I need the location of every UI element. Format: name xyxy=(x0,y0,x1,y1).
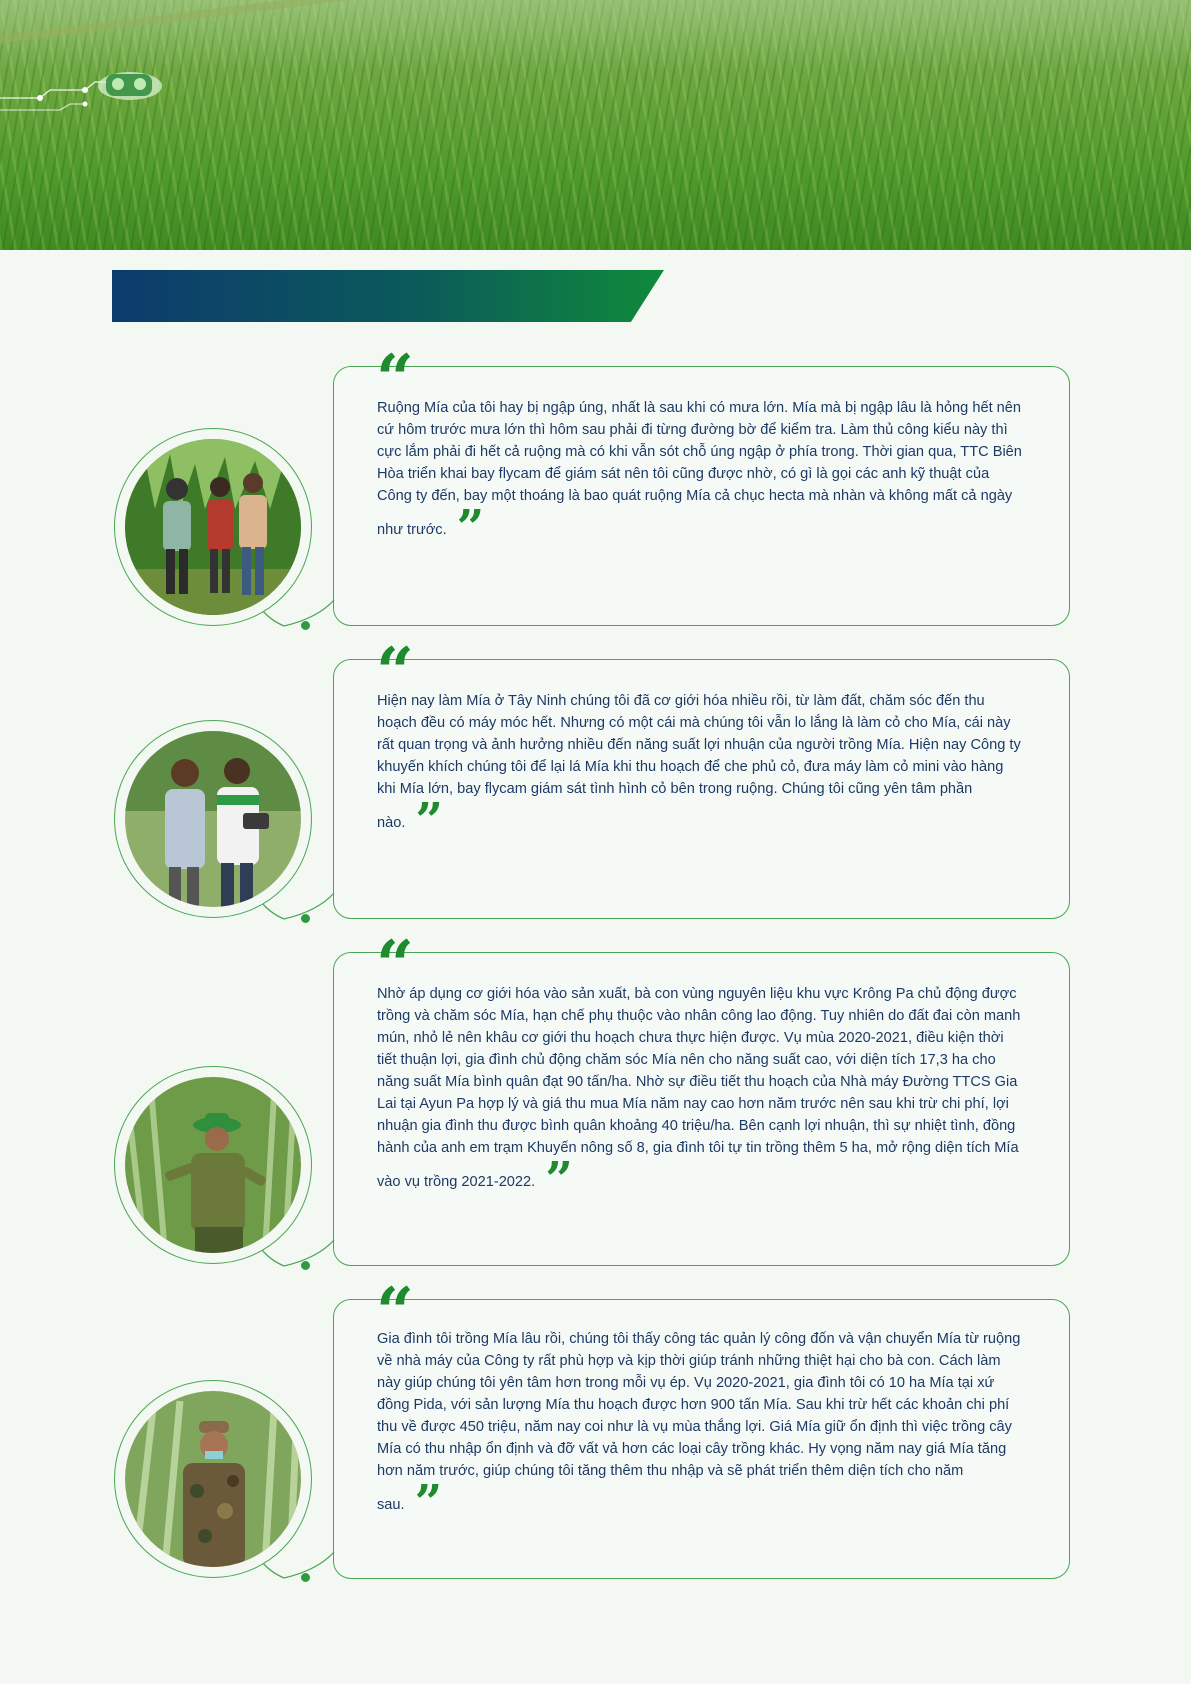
testimonial-text-body: Hiện nay làm Mía ở Tây Ninh chúng tôi đã cơ giới hóa nhiều rồi, từ làm đất, chăm sóc đến thu hoạch đều có máy móc hết. Nhưng có một cái mà chúng tôi vẫn lo lắng là làm cỏ cho Mía, cái này rất quan trọng và ảnh hưởng nhiều đến năng suất lợi nhuận của người trồng Mía. Hiện nay Công ty khuyến khích chúng tôi để lại lá Mía khi thu hoạch để che phủ cỏ, đưa máy làm cỏ mini vào hàng khi Mía lớn, bay flycam giám sát tình hình cỏ bên trong ruộng. Chúng tôi cũng yên tâm phần nào. xyxy=(377,693,1021,831)
banner-haze xyxy=(0,0,1191,70)
testimonial-text-body: Ruộng Mía của tôi hay bị ngập úng, nhất là sau khi có mưa lớn. Mía mà bị ngập lâu là hỏng hết nên cứ hôm trước mưa lớn thì hôm sau phải đi từng đường bờ để kiểm tra. Làm thủ công kiểu này thì cực lắm phải đi hết cả ruộng mà có khi vẫn sót chỗ úng ngập ở phía trong. Thời gian qua, TTC Biên Hòa triển khai bay flycam để giám sát nên tôi cũng được nhờ, có gì là gọi các anh kỹ thuật của Công ty đến, bay một thoáng là bao quát ruộng Mía cả chục hecta mà nhàn và không mất cả ngày như trước. xyxy=(377,400,1022,538)
testimonial-text-body: Nhờ áp dụng cơ giới hóa vào sản xuất, bà con vùng nguyên liệu khu vực Krông Pa chủ động được trồng và chăm sóc Mía, hạn chế phụ thuộc vào nhân công lao động. Tuy nhiên do đất đai còn manh mún, nhỏ lẻ nên khâu cơ giới thu hoạch chưa thực hiện được. Vụ mùa 2020-2021, điều kiện thời tiết thuận lợi, gia đình chủ động chăm sóc Mía nên cho năng suất cao, với diện tích 17,3 ha cho năng suất Mía bình quân đạt 90 tấn/ha. Nhờ sự điều tiết thu hoạch của Nhà máy Đường TTCS Gia Lai tại Ayun Pa hợp lý và giá thu mua Mía năm nay cao hơn năm trước nên sau khi trừ chi phí, lợi nhuận gia đình thu được bình quân khoảng 40 triệu/ha. Bên cạnh lợi nhuận, thì sự nhiệt tình, đồng hành của anh em trạm Khuyến nông số 8, gia đình tôi tự tin trồng thêm 5 ha, mở rộng diện tích Mía vào vụ trồng 2021-2022. xyxy=(377,986,1021,1190)
testimonial-text-body: Gia đình tôi trồng Mía lâu rồi, chúng tôi thấy công tác quản lý công đốn và vận chuyển Mía từ ruộng về nhà máy của Công ty rất phù hợp và kịp thời giúp tránh những thiệt hại cho bà con. Cách làm này giúp chúng tôi yên tâm hơn trong mỗi vụ ép. Vụ 2020-2021, gia đình tôi có 10 ha Mía tại xứ đồng Pida, với sản lượng Mía thu hoạch được hơn 900 tấn Mía. Sau khi trừ hết các khoản chi phí thu về được 450 triệu, năm nay coi như là vụ mùa thắng lợi. Giá Mía giữ ổn định thì việc trồng cây Mía có thu nhập ổn định và đỡ vất vả hơn các loại cây trồng khác. Hy vọng năm nay giá Mía tăng hơn năm trước, giúp chúng tôi tăng thêm thu nhập và sẽ phát triển thêm diện tích cho năm sau. xyxy=(377,1331,1021,1513)
farmer-camouflage-photo xyxy=(125,1391,301,1567)
close-quote-mark: ” xyxy=(545,1152,567,1208)
connector-dot xyxy=(301,1261,310,1270)
testimonial-photo-frame-3 xyxy=(114,1066,312,1264)
open-quote-mark: “ xyxy=(376,340,408,418)
open-quote-mark: “ xyxy=(376,1273,408,1351)
testimonial-text xyxy=(377,983,1023,1208)
sugarcane-field-banner xyxy=(0,0,1191,250)
close-quote-mark: ” xyxy=(456,500,479,556)
connector-dot xyxy=(301,1573,310,1582)
testimonial-photo-frame-4 xyxy=(114,1380,312,1578)
testimonial-text xyxy=(377,397,1023,556)
connector-dot xyxy=(301,914,310,923)
section-title-bar xyxy=(112,270,664,322)
testimonial-text xyxy=(377,1328,1023,1531)
open-quote-mark: “ xyxy=(376,633,408,711)
farmer-green-hat-photo xyxy=(125,1077,301,1253)
circuit-drone-icon xyxy=(0,62,170,122)
connector-dot xyxy=(301,621,310,630)
close-quote-mark: ” xyxy=(414,1475,437,1531)
three-farmers-photo xyxy=(125,439,301,615)
testimonial-photo-frame-2 xyxy=(114,720,312,918)
open-quote-mark: “ xyxy=(376,926,408,1004)
testimonial-photo-frame-1 xyxy=(114,428,312,626)
two-men-drone-photo xyxy=(125,731,301,907)
testimonial-text xyxy=(377,690,1023,849)
close-quote-mark: ” xyxy=(415,793,438,849)
